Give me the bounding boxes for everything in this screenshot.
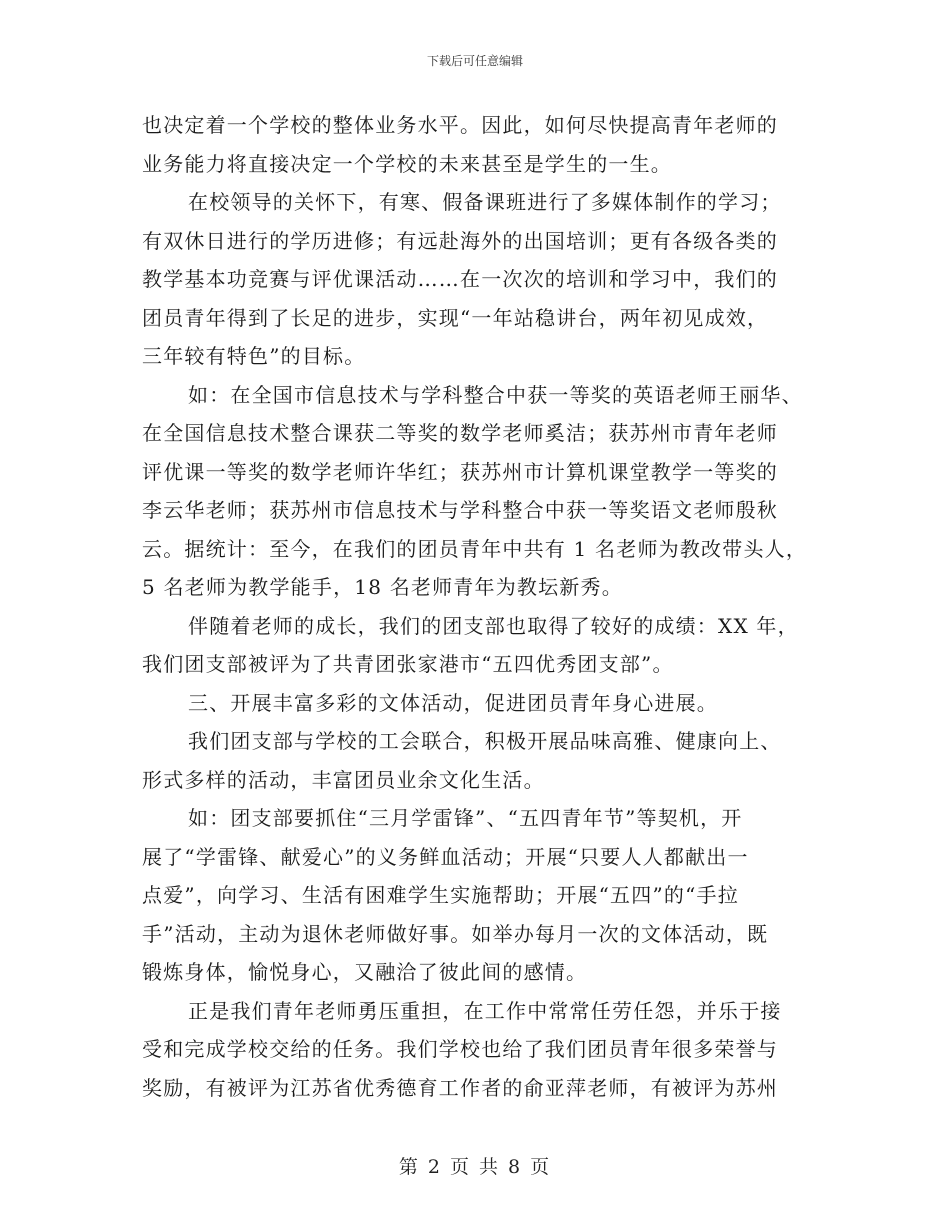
- text-line: 我们团支部与学校的工会联合，积极开展品味高雅、健康向上、: [188, 729, 782, 753]
- body-text: [142, 106, 808, 1107]
- text-line: 评优课一等奖的数学老师许华红；获苏州市计算机课堂教学一等奖的: [142, 459, 778, 484]
- text-line: 伴随着老师的成长，我们的团支部也取得了较好的成绩：XX 年，: [188, 613, 799, 638]
- page-number: 第 2 页 共 8 页: [398, 1156, 552, 1178]
- text-line: 也决定着一个学校的整体业务水平。因此，如何尽快提高青年老师的: [142, 113, 778, 137]
- text-line: 展了“学雷锋、献爱心”的义务鲜血活动；开展“只要人人都献出一: [142, 844, 749, 869]
- text-line: 李云华老师；获苏州市信息技术与学科整合中获一等奖语文老师殷秋: [142, 498, 778, 522]
- text-line: 有双休日进行的学历进修；有远赴海外的出国培训；更有各级各类的: [142, 228, 778, 253]
- text-line: 在校领导的关怀下，有寒、假备课班进行了多媒体制作的学习；: [188, 190, 782, 214]
- text-line: 三、开展丰富多彩的文体活动，促进团员青年身心进展。: [188, 690, 718, 715]
- text-line: 如：在全国市信息技术与学科整合中获一等奖的英语老师王丽华、: [188, 382, 803, 407]
- text-line: 我们团支部被评为了共青团张家港市“五四优秀团支部”。: [142, 652, 674, 676]
- text-line: 形式多样的活动，丰富团员业余文化生活。: [142, 767, 545, 792]
- text-line: 团员青年得到了长足的进步，实现“一年站稳讲台，两年初见成效，: [142, 305, 769, 330]
- text-line: 锻炼身体，愉悦身心，又融洽了彼此间的感情。: [142, 960, 588, 984]
- document-body: [142, 106, 808, 1107]
- text-line: 云。据统计：至今，在我们的团员青年中共有 1 名老师为教改带头人，: [142, 536, 808, 561]
- text-line: 业务能力将直接决定一个学校的未来甚至是学生的一生。: [142, 151, 672, 176]
- page-header: 下载后可任意编辑: [426, 54, 523, 68]
- text-line: 奖励，有被评为江苏省优秀德育工作者的俞亚萍老师，有被评为苏州: [142, 1075, 778, 1100]
- text-line: 5 名老师为教学能手，18 名老师青年为教坛新秀。: [142, 575, 623, 599]
- text-line: 正是我们青年老师勇压重担，在工作中常常任劳任怨，并乐于接: [188, 998, 782, 1023]
- text-line: 如：团支部要抓住“三月学雷锋”、“五四青年节”等契机，开: [188, 806, 743, 830]
- text-line: 点爱”，向学习、生活有困难学生实施帮助；开展“五四”的“手拉: [142, 883, 739, 907]
- text-line: 受和完成学校交给的任务。我们学校也给了我们团员青年很多荣誉与: [142, 1037, 778, 1061]
- text-line: 教学基本功竞赛与评优课活动……在一次次的培训和学习中，我们的: [142, 267, 778, 291]
- text-line: 三年较有特色”的目标。: [142, 344, 366, 368]
- text-line: 手”活动，主动为退休老师做好事。如举办每月一次的文体活动，既: [142, 921, 769, 946]
- text-line: 在全国信息技术整合课获二等奖的数学老师奚洁；获苏州市青年老师: [142, 421, 778, 445]
